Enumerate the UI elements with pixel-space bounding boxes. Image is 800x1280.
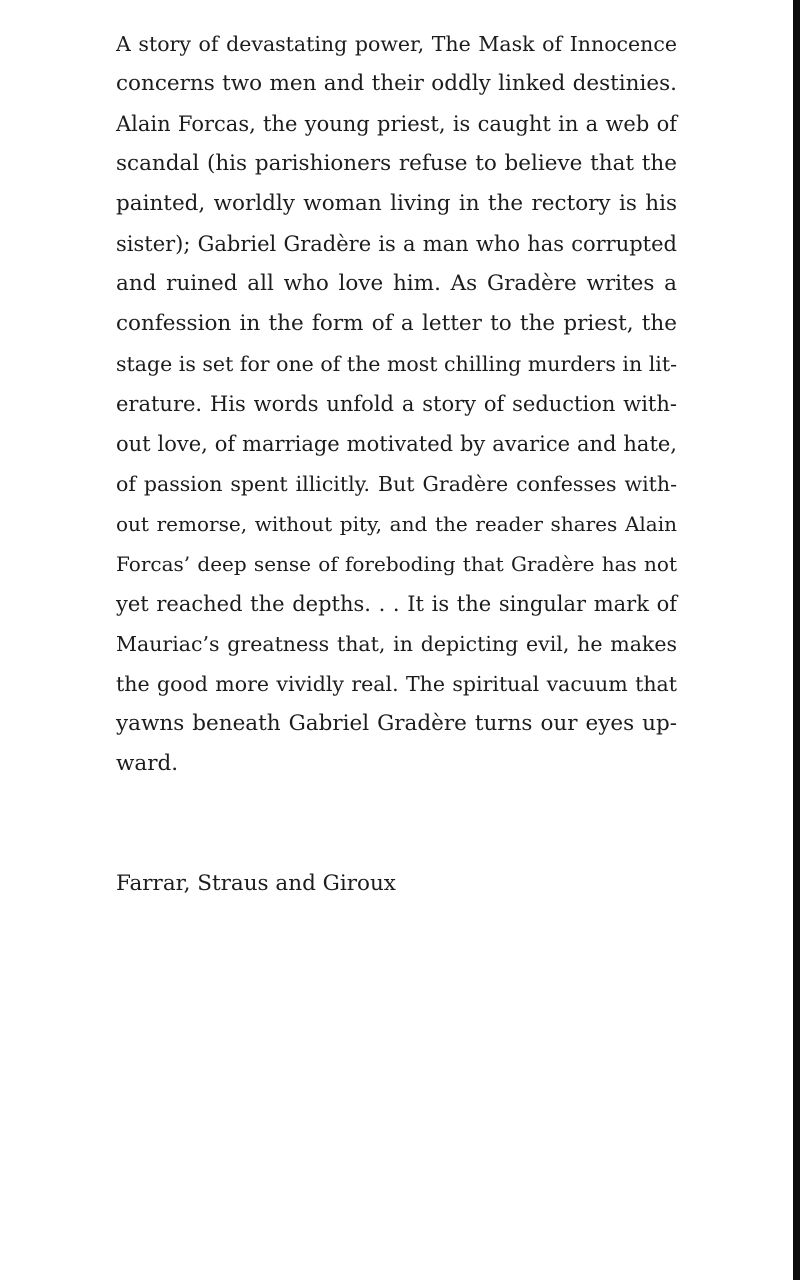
blurb-line: the good more vividly real. The spiritual vacuum that	[116, 672, 677, 696]
blurb-line: yet reached the depths. . . It is the singular mark of	[116, 592, 677, 616]
blurb-line: out love, of marriage motivated by avarice and hate,	[116, 432, 677, 456]
blurb-line: Alain Forcas, the young priest, is caught in a web of	[116, 112, 677, 136]
blurb-line: painted, worldly woman living in the rectory is his	[116, 191, 677, 216]
blurb-paragraph	[116, 24, 677, 784]
blurb-line: Mauriac’s greatness that, in depicting evil, he makes	[116, 632, 677, 656]
blurb-line: Forcas’ deep sense of foreboding that Gradère has not	[116, 552, 677, 576]
publisher-name: Farrar, Straus and Giroux	[116, 871, 396, 896]
page-edge-border	[793, 0, 800, 1280]
blurb-line: and ruined all who love him. As Gradère writes a	[116, 271, 677, 296]
blurb-line: A story of devastating power, The Mask of Innocence	[116, 32, 677, 56]
blurb-line: of passion spent illicitly. But Gradère confesses with-	[116, 472, 677, 496]
blurb-line: out remorse, without pity, and the reader shares Alain	[116, 512, 677, 536]
blurb-line: yawns beneath Gabriel Gradère turns our eyes up-	[116, 711, 677, 736]
blurb-line: ward.	[116, 751, 179, 776]
blurb-line: erature. His words unfold a story of seduction with-	[116, 392, 677, 416]
blurb-line: confession in the form of a letter to the priest, the	[116, 311, 677, 336]
blurb-line: concerns two men and their oddly linked destinies.	[116, 71, 677, 96]
blurb-line: sister); Gabriel Gradère is a man who has corrupted	[116, 232, 677, 256]
blurb-line: scandal (his parishioners refuse to believe that the	[116, 151, 677, 176]
blurb-line: stage is set for one of the most chilling murders in lit-	[116, 352, 677, 376]
